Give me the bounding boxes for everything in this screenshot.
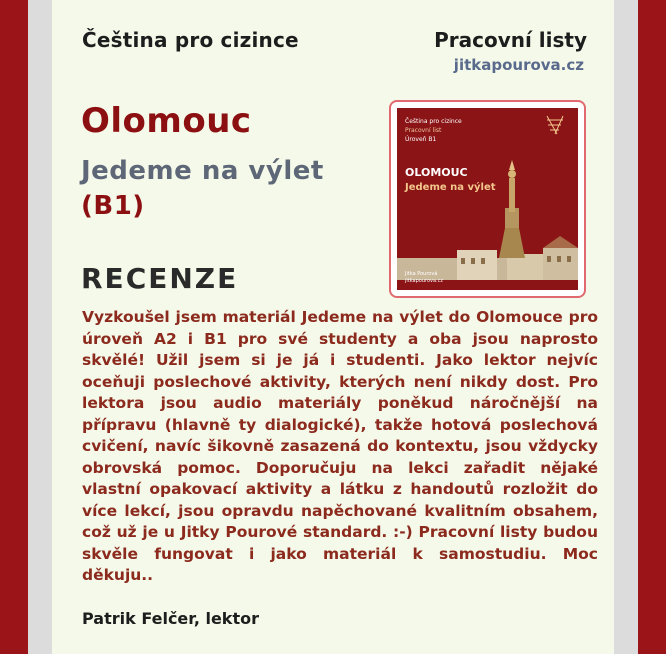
worksheets-label: Pracovní listy — [434, 28, 587, 52]
page-title: Olomouc — [81, 101, 252, 141]
level-label: (B1) — [81, 191, 145, 221]
page-subtitle: Jedeme na výlet — [81, 156, 324, 186]
review-author: Patrik Felčer, lektor — [82, 609, 259, 628]
cover-level-label: Úroveň B1 — [405, 136, 437, 143]
right-gray-band — [614, 0, 638, 654]
cover-author: Jitka Pourová — [405, 271, 438, 277]
left-gray-band — [28, 0, 52, 654]
cover-subtitle: Jedeme na výlet — [405, 182, 496, 193]
cover-image — [397, 108, 578, 290]
review-card — [52, 0, 614, 654]
review-text: Vyzkoušel jsem materiál Jedeme na výlet do Olomouce pro úroveň A2 i B1 pro své studenty a oba jsou naprosto skvělé! Užil jsem si je já i studenti. Jako lektor nejvíc oceňuji poslechové aktivity, kterých není nikdy dost. Pro lektora jsou audio materiály poněkud náročnější na přípravu (hlavně ty dialogické), takže hotová poslechová cvičení, navíc šikovně zasazená do kontextu, jsou vždycky obrovská pomoc. Doporučuju na lekci zařadit nějaké vlastní opakovací aktivity a látku z handoutů rozložit do více lekcí, jsou opravdu napěchované kvalitním obsahem, což už je u Jitky Pourové standard. :-) Pracovní listy budou skvěle fungovat i jako materiál k samostudiu. Moc děkuju.. — [82, 308, 598, 584]
worksheet-cover[interactable] — [389, 100, 586, 298]
cover-course-label: Čeština pro cizince — [405, 118, 462, 125]
website-link[interactable]: jitkapourova.cz — [453, 56, 584, 74]
cover-city: OLOMOUC — [405, 166, 468, 179]
section-heading: RECENZE — [81, 262, 239, 295]
cover-type-label: Pracovní list — [405, 127, 442, 134]
site-name: Čeština pro cizince — [82, 28, 299, 52]
cover-author-url: jitkapourova.cz — [405, 278, 444, 284]
